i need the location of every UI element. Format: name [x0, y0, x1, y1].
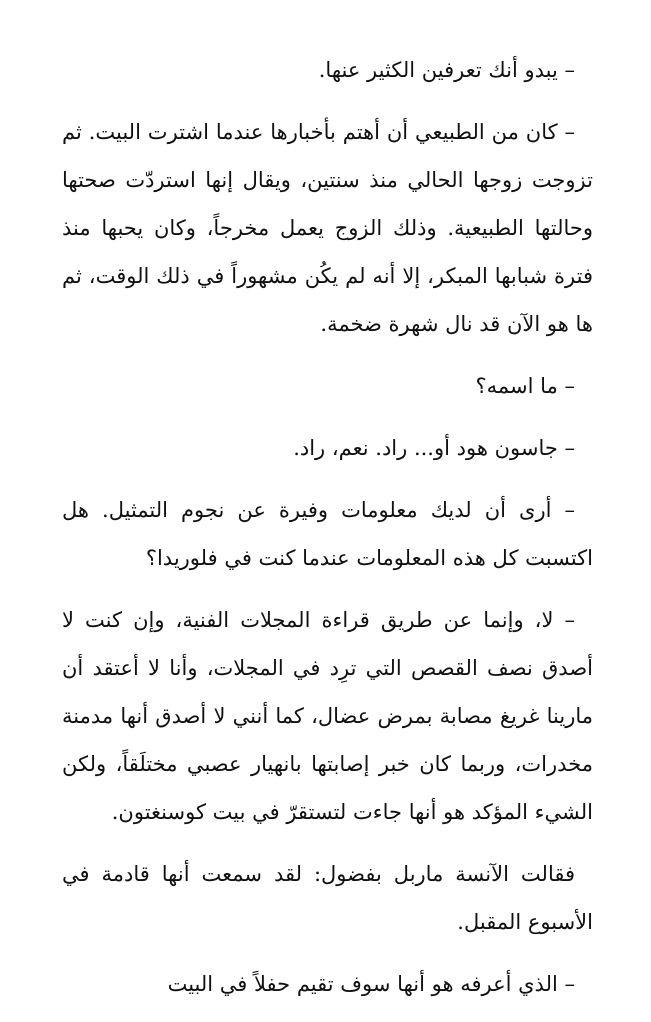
dialogue-paragraph: – لا، وإنما عن طريق قراءة المجلات الفنية، وإن كنت لا أصدق نصف القصص التي ترِد في المجلات، وأنا لا أعتقد أن مارينا غريغ مصابة بمرض عضال، كما أنني لا أصدق أنها مدمنة مخدرات، وربما كان خبر إصابتها بانهيار عصبي مختلَقاً، ولكن الشيء المؤكد هو أنها جاءت لتستقرّ في بيت كوسنغتون. — [62, 608, 593, 824]
book-page — [62, 46, 593, 1022]
dialogue-paragraph: – أرى أن لديك معلومات وفيرة عن نجوم التمثيل. هل اكتسبت كل هذه المعلومات عندما كنت في فلوريدا؟ — [62, 498, 593, 570]
dialogue-paragraph: – ما اسمه؟ — [475, 374, 575, 398]
dialogue-paragraph: – جاسون هود أو... راد. نعم، راد. — [293, 436, 575, 460]
narration-paragraph: فقالت الآنسة ماربل بفضول: لقد سمعت أنها قادمة في الأسبوع المقبل. — [62, 862, 593, 934]
dialogue-paragraph: – يبدو أنك تعرفين الكثير عنها. — [318, 58, 575, 82]
dialogue-paragraph: – الذي أعرفه هو أنها سوف تقيم حفلاً في البيت — [167, 972, 575, 996]
dialogue-paragraph: – كان من الطبيعي أن أهتم بأخبارها عندما اشترت البيت. ثم تزوجت زوجها الحالي منذ سنتين، ويقال إنها استردّت صحتها وحالتها الطبيعية. وذلك الزوج يعمل مخرجاً، وكان يحبها منذ فترة شبابها المبكر، إلا أنه لم يكُن مشهوراً في ذلك الوقت، ثم ها هو الآن قد نال شهرة ضخمة. — [62, 120, 593, 336]
